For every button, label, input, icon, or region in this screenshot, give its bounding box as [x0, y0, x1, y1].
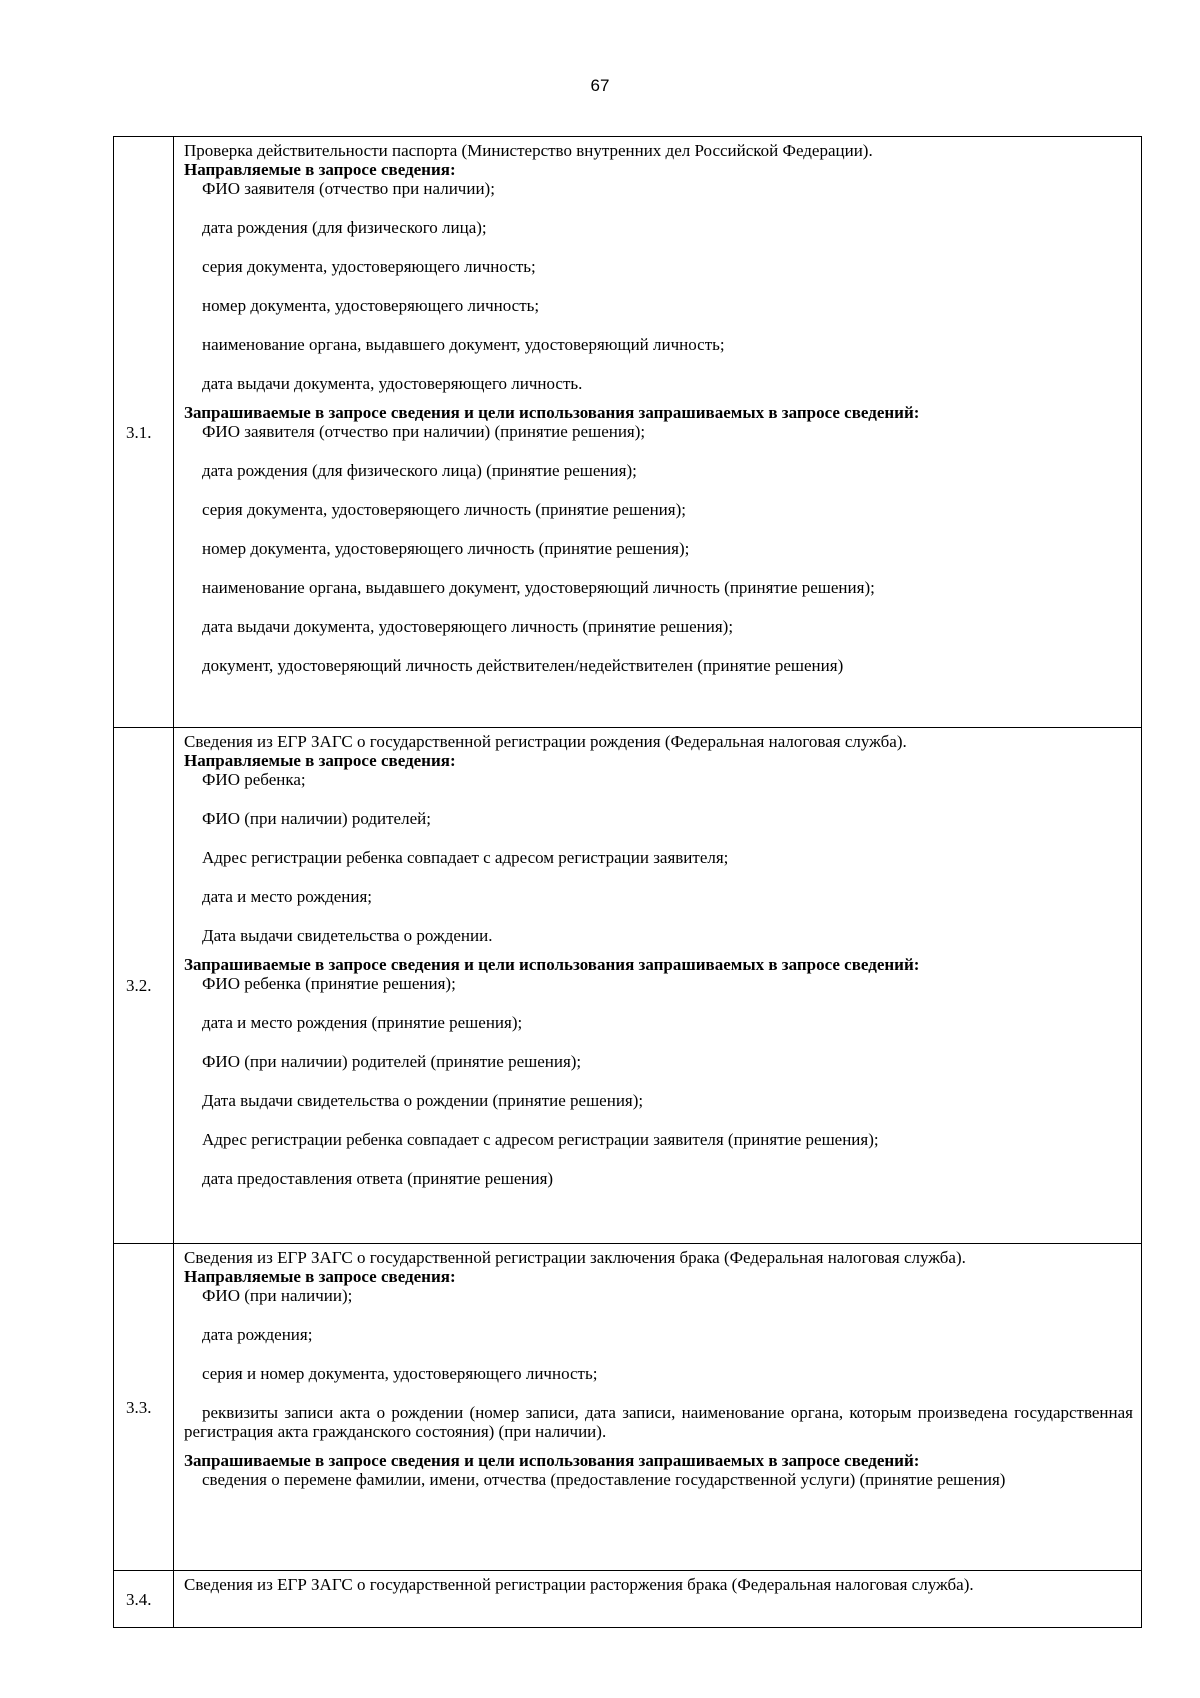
- list-item: дата рождения (для физического лица) (принятие решения);: [202, 461, 637, 480]
- list-item: документ, удостоверяющий личность действителен/недействителен (принятие решения): [202, 656, 844, 675]
- sent-info-group: [184, 160, 1133, 393]
- sent-info-heading: Направляемые в запросе сведения:: [184, 1267, 456, 1286]
- requests-table: [113, 136, 1142, 1628]
- list-item: номер документа, удостоверяющего личность (принятие решения);: [202, 539, 690, 558]
- list-item: Адрес регистрации ребенка совпадает с адресом регистрации заявителя;: [202, 848, 729, 867]
- list-item: дата и место рождения (принятие решения);: [202, 1013, 523, 1032]
- list-item: ФИО (при наличии) родителей;: [202, 809, 431, 828]
- requested-info-heading: Запрашиваемые в запросе сведения и цели использования запрашиваемых в запросе сведений:: [184, 955, 920, 974]
- requested-info-group: [184, 1451, 1133, 1489]
- row-content: [174, 1244, 1142, 1571]
- list-item: Дата выдачи свидетельства о рождении (принятие решения);: [202, 1091, 644, 1110]
- list-item: Дата выдачи свидетельства о рождении.: [202, 926, 493, 945]
- list-item: номер документа, удостоверяющего личность;: [202, 296, 540, 315]
- page-number: 67: [590, 76, 610, 95]
- row-title: Сведения из ЕГР ЗАГС о государственной регистрации расторжения брака (Федеральная налоговая служба).: [184, 1575, 974, 1594]
- row-content: [174, 137, 1142, 728]
- list-item: наименование органа, выдавшего документ, удостоверяющий личность (принятие решения);: [202, 578, 875, 597]
- row-content: [174, 1571, 1142, 1628]
- list-item: ФИО ребенка;: [202, 770, 306, 789]
- list-item: дата и место рождения;: [202, 887, 373, 906]
- list-item: сведения о перемене фамилии, имени, отчества (предоставление государственной услуги) (принятие решения): [202, 1470, 1006, 1489]
- list-item: дата рождения (для физического лица);: [202, 218, 487, 237]
- list-item: ФИО заявителя (отчество при наличии) (принятие решения);: [202, 422, 646, 441]
- list-item: дата выдачи документа, удостоверяющего личность (принятие решения);: [202, 617, 734, 636]
- requested-info-heading: Запрашиваемые в запросе сведения и цели использования запрашиваемых в запросе сведений:: [184, 403, 920, 422]
- row-number: 3.1.: [114, 137, 174, 728]
- sent-info-group: [184, 751, 1133, 945]
- requested-info-group: [184, 403, 1133, 675]
- list-item: реквизиты записи акта о рождении (номер записи, дата записи, наименование органа, которым произведена государственная регистрация акта гражданского состояния) (при наличии).: [184, 1403, 1133, 1441]
- row-content: [174, 728, 1142, 1244]
- list-item: ФИО ребенка (принятие решения);: [202, 974, 456, 993]
- table-row: [114, 728, 1142, 1244]
- sent-info-heading: Направляемые в запросе сведения:: [184, 160, 456, 179]
- list-item: ФИО заявителя (отчество при наличии);: [202, 179, 495, 198]
- list-item: дата предоставления ответа (принятие решения): [202, 1169, 554, 1188]
- list-item: дата выдачи документа, удостоверяющего личность.: [202, 374, 583, 393]
- list-item: Адрес регистрации ребенка совпадает с адресом регистрации заявителя (принятие решения);: [202, 1130, 879, 1149]
- table-row: [114, 1244, 1142, 1571]
- row-number: 3.2.: [114, 728, 174, 1244]
- list-item: ФИО (при наличии);: [202, 1286, 353, 1305]
- requested-info-group: [184, 955, 1133, 1188]
- sent-info-group: [184, 1267, 1133, 1441]
- list-item: серия и номер документа, удостоверяющего личность;: [202, 1364, 598, 1383]
- row-title: Сведения из ЕГР ЗАГС о государственной регистрации заключения брака (Федеральная налоговая служба).: [184, 1248, 966, 1267]
- sent-info-heading: Направляемые в запросе сведения:: [184, 751, 456, 770]
- requested-info-heading: Запрашиваемые в запросе сведения и цели использования запрашиваемых в запросе сведений:: [184, 1451, 920, 1470]
- list-item: дата рождения;: [202, 1325, 313, 1344]
- row-number: 3.4.: [114, 1571, 174, 1628]
- list-item: серия документа, удостоверяющего личность (принятие решения);: [202, 500, 686, 519]
- table-row: [114, 1571, 1142, 1628]
- row-title: Проверка действительности паспорта (Министерство внутренних дел Российской Федерации).: [184, 141, 873, 160]
- row-number: 3.3.: [114, 1244, 174, 1571]
- table-row: [114, 137, 1142, 728]
- list-item: наименование органа, выдавшего документ, удостоверяющий личность;: [202, 335, 725, 354]
- row-title: Сведения из ЕГР ЗАГС о государственной регистрации рождения (Федеральная налоговая служба).: [184, 732, 907, 751]
- list-item: серия документа, удостоверяющего личность;: [202, 257, 536, 276]
- list-item: ФИО (при наличии) родителей (принятие решения);: [202, 1052, 582, 1071]
